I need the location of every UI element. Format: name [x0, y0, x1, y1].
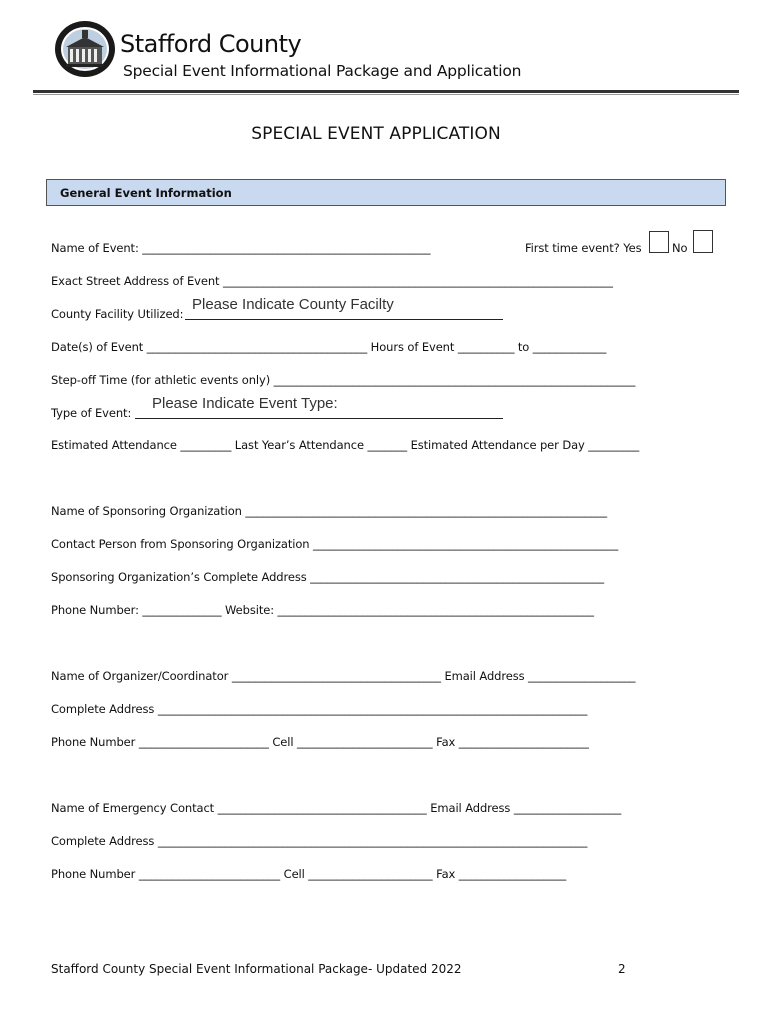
sponsor-address-field[interactable]: Sponsoring Organization’s Complete Address ____________________________________________________: [51, 570, 604, 584]
sponsor-phone-website-field[interactable]: Phone Number: ______________ Website: ________________________________________________________: [51, 603, 594, 617]
section-header-general-info: [46, 179, 726, 206]
event-dates-field[interactable]: Date(s) of Event _______________________________________ Hours of Event __________ to _____________: [51, 340, 607, 354]
sponsor-name-field[interactable]: Name of Sponsoring Organization ________________________________________________________________: [51, 504, 608, 518]
section-header-label: General Event Information: [60, 186, 232, 200]
first-time-no-label: No: [672, 241, 688, 255]
first-time-label: First time event? Yes: [525, 241, 642, 255]
emergency-contact-email-field[interactable]: Name of Emergency Contact _____________________________________ Email Address ___________________: [51, 801, 622, 815]
emergency-phone-field[interactable]: Phone Number _________________________ Cell ______________________ Fax ___________________: [51, 867, 567, 881]
attendance-field[interactable]: Estimated Attendance _________ Last Year’s Attendance _______ Estimated Attendance per Day _________: [51, 438, 640, 452]
event-type-underline: [135, 418, 503, 419]
street-address-field[interactable]: Exact Street Address of Event _____________________________________________________________________: [51, 274, 613, 288]
county-seal-logo: [54, 20, 116, 78]
event-type-label: Type of Event:: [51, 406, 132, 420]
page-number: 2: [618, 962, 626, 976]
organizer-name-email-field[interactable]: Name of Organizer/Coordinator _____________________________________ Email Address ___________________: [51, 669, 636, 683]
emergency-address-field[interactable]: Complete Address ____________________________________________________________________________: [51, 834, 588, 848]
header-rule-thin: [33, 94, 739, 95]
first-time-yes-checkbox[interactable]: [649, 231, 669, 253]
county-facility-select[interactable]: Please Indicate County Facilty: [192, 296, 394, 313]
sponsor-contact-field[interactable]: Contact Person from Sponsoring Organization ______________________________________________________: [51, 537, 619, 551]
event-type-select[interactable]: Please Indicate Event Type:: [152, 395, 338, 412]
event-name-field[interactable]: Name of Event: ___________________________________________________: [51, 241, 431, 255]
organizer-phone-field[interactable]: Phone Number _______________________ Cell ________________________ Fax _______________________: [51, 735, 589, 749]
org-subtitle: Special Event Informational Package and Application: [123, 62, 522, 80]
footer-text: Stafford County Special Event Informational Package- Updated 2022: [51, 962, 462, 976]
first-time-no-checkbox[interactable]: [693, 230, 713, 253]
org-name: Stafford County: [120, 30, 302, 58]
organizer-address-field[interactable]: Complete Address ____________________________________________________________________________: [51, 702, 588, 716]
step-off-time-field[interactable]: Step-off Time (for athletic events only) ________________________________________________________________: [51, 373, 636, 387]
county-facility-label: County Facility Utilized:: [51, 307, 184, 321]
county-facility-underline: [185, 319, 503, 320]
page-title: SPECIAL EVENT APPLICATION: [251, 124, 501, 144]
header-rule: [33, 90, 739, 93]
